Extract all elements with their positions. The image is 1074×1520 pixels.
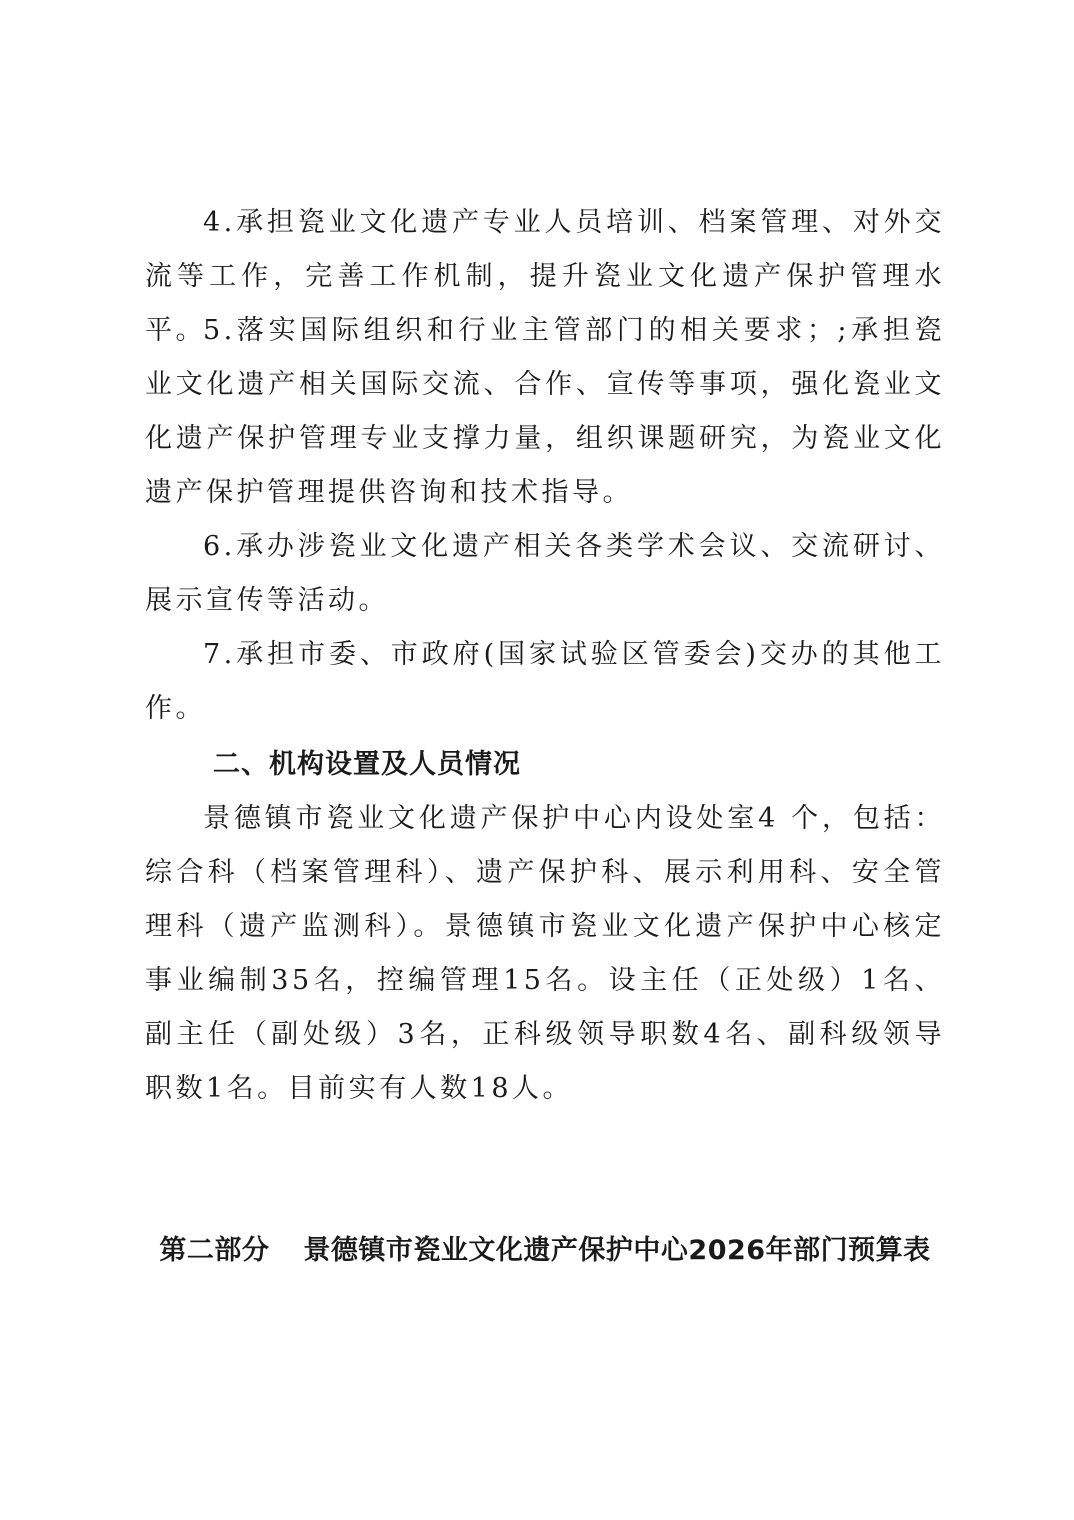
part-label: 第二部分 [159,1235,270,1266]
section-heading-organization: 二、机构设置及人员情况 [213,749,521,780]
duty-item-5: 5.落实国际组织和行业主管部门的相关要求；;承担瓷业文化遗产相关国际交流、合作、宣传等事项，强化瓷业文化遗产保护管理专业支撑力量，组织课题研究，为瓷业文化遗产保护管理提供咨询和技术指导。 [145,315,945,508]
organization-body: 景德镇市瓷业文化遗产保护中心内设处室4 个，包括：综合科（档案管理科）、遗产保护科、展示利用科、安全管理科（遗产监测科）。景德镇市瓷业文化遗产保护中心核定事业编制35名，控编管理15名。设主任（正处级）1名、副主任（副处级）3名，正科级领导职数4名、副科级领导职数1名。目前实有人数18人。 [145,803,945,1104]
part-title-text: 景德镇市瓷业文化遗产保护中心2026年部门预算表 [303,1235,931,1266]
duty-item-7: 7.承担市委、市政府(国家试验区管委会)交办的其他工作。 [145,639,945,724]
duty-item-6: 6.承办涉瓷业文化遗产相关各类学术会议、交流研讨、展示宣传等活动。 [145,531,945,616]
duty-item-4: 4.承担瓷业文化遗产专业人员培训、档案管理、对外交流等工作，完善工作机制，提升瓷业文化遗产保护管理水平。 [145,207,945,346]
part-two-title [145,1226,945,1276]
